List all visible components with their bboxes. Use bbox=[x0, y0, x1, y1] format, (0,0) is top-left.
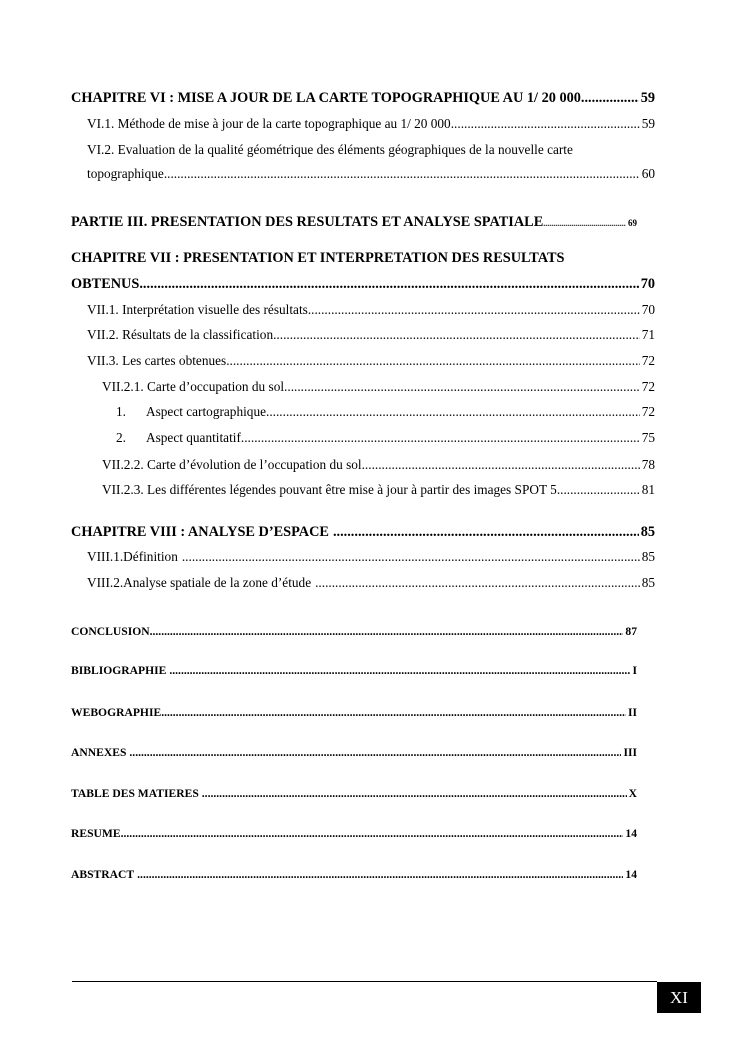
toc-page: 72 bbox=[641, 353, 655, 368]
toc-label: VI.1. Méthode de mise à jour de la carte topographique au 1/ 20 000 bbox=[87, 116, 451, 131]
toc-label: CHAPITRE VI : MISE A JOUR DE LA CARTE TOPOGRAPHIQUE AU 1/ 20 000 bbox=[71, 90, 581, 106]
toc-page: 69 bbox=[628, 218, 637, 228]
dot-leader bbox=[315, 573, 640, 593]
dot-leader bbox=[333, 522, 639, 542]
toc-label: Aspect quantitatif bbox=[146, 430, 241, 445]
toc-page: 85 bbox=[641, 549, 655, 564]
dot-leader bbox=[362, 455, 640, 475]
toc-label: VII.2.1. Carte d’occupation du sol bbox=[102, 379, 285, 394]
dot-leader bbox=[451, 114, 640, 134]
toc-entry-item-2[interactable] bbox=[116, 428, 655, 448]
toc-entry-vii21[interactable] bbox=[102, 377, 655, 397]
toc-number: 1. bbox=[116, 404, 126, 419]
toc-page: 14 bbox=[625, 827, 637, 840]
toc-label: VII.1. Interprétation visuelle des résultats bbox=[87, 302, 308, 317]
toc-label: VII.3. Les cartes obtenues bbox=[87, 353, 227, 368]
toc-entry-viii1[interactable] bbox=[87, 547, 655, 567]
toc-label: RESUME bbox=[71, 827, 121, 840]
dot-leader bbox=[557, 480, 640, 500]
toc-entry-chapter-8[interactable] bbox=[71, 522, 655, 542]
toc-page: 14 bbox=[625, 868, 637, 881]
toc-entry-chapter-7-line1[interactable]: CHAPITRE VII : PRESENTATION ET INTERPRETATION DES RESULTATS bbox=[71, 250, 565, 266]
toc-label: VII.2.2. Carte d’évolution de l’occupation du sol bbox=[102, 457, 362, 472]
dot-leader bbox=[139, 274, 638, 294]
toc-entry-annexes[interactable] bbox=[71, 743, 637, 763]
dot-leader bbox=[284, 377, 640, 397]
toc-entry-viii2[interactable] bbox=[87, 573, 655, 593]
toc-page: 78 bbox=[641, 457, 655, 472]
dot-leader bbox=[202, 784, 627, 804]
toc-entry-vii23[interactable] bbox=[102, 480, 655, 500]
dot-leader bbox=[182, 547, 640, 567]
toc-page: 75 bbox=[641, 430, 655, 445]
toc-number: 2. bbox=[116, 430, 126, 445]
dot-leader bbox=[266, 402, 640, 422]
page-number: XI bbox=[657, 982, 701, 1013]
toc-entry-table-des-matieres[interactable] bbox=[71, 784, 637, 804]
toc-entry-vi2[interactable] bbox=[87, 164, 655, 184]
toc-entry-chapter-6[interactable] bbox=[71, 88, 655, 108]
toc-entry-vi1[interactable] bbox=[87, 114, 655, 134]
dot-leader bbox=[169, 661, 630, 681]
toc-label: OBTENUS bbox=[71, 276, 140, 292]
dot-leader bbox=[164, 164, 640, 184]
toc-page: 71 bbox=[641, 327, 655, 342]
toc-entry-webographie[interactable] bbox=[71, 703, 637, 723]
footer-rule bbox=[72, 981, 657, 982]
toc-entry-abstract[interactable] bbox=[71, 865, 637, 885]
toc-page: I bbox=[632, 664, 637, 677]
toc-page: 85 bbox=[641, 575, 655, 590]
dot-leader bbox=[226, 351, 640, 371]
toc-page: 72 bbox=[641, 404, 655, 419]
toc-label: ANNEXES bbox=[71, 746, 127, 759]
toc-entry-chapter-7[interactable] bbox=[71, 274, 655, 294]
toc-entry-conclusion[interactable] bbox=[71, 622, 637, 642]
toc-page: 60 bbox=[641, 166, 655, 181]
toc-entry-vii22[interactable] bbox=[102, 455, 655, 475]
toc-label: CONCLUSION bbox=[71, 625, 150, 638]
dot-leader bbox=[121, 824, 624, 844]
dot-leader bbox=[308, 300, 640, 320]
toc-page: 85 bbox=[640, 524, 655, 540]
toc-entry-part-3[interactable] bbox=[71, 212, 637, 232]
toc-page: II bbox=[627, 706, 637, 719]
toc-label: VIII.1.Définition bbox=[87, 549, 178, 564]
toc-label: ABSTRACT bbox=[71, 868, 135, 881]
dot-leader bbox=[129, 743, 621, 763]
toc-entry-vii3[interactable] bbox=[87, 351, 655, 371]
toc-label: topographique bbox=[87, 166, 164, 181]
dot-leader bbox=[137, 865, 623, 885]
toc-entry-item-1[interactable] bbox=[116, 402, 655, 422]
toc-label: VII.2. Résultats de la classification bbox=[87, 327, 274, 342]
toc-entry-vii2[interactable] bbox=[87, 325, 655, 345]
dot-leader bbox=[543, 212, 626, 234]
toc-entry-bibliographie[interactable] bbox=[71, 661, 637, 681]
toc-label: BIBLIOGRAPHIE bbox=[71, 664, 167, 677]
dot-leader bbox=[581, 88, 639, 108]
toc-page: 59 bbox=[640, 90, 655, 106]
toc-label: WEBOGRAPHIE bbox=[71, 706, 162, 719]
dot-leader bbox=[273, 325, 640, 345]
toc-page: 59 bbox=[641, 116, 655, 131]
toc-label: CHAPITRE VIII : ANALYSE D’ESPACE bbox=[71, 524, 329, 540]
toc-page: 81 bbox=[641, 482, 655, 497]
toc-page: 70 bbox=[641, 302, 655, 317]
toc-label: VII.2.3. Les différentes légendes pouvant être mise à jour à partir des images SPOT 5 bbox=[102, 482, 557, 497]
toc-entry-vi2-line1[interactable]: VI.2. Evaluation de la qualité géométrique des éléments géographiques de la nouvelle carte bbox=[87, 142, 573, 157]
toc-label: VIII.2.Analyse spatiale de la zone d’étude bbox=[87, 575, 312, 590]
toc-page: 87 bbox=[625, 625, 637, 638]
toc-label: Aspect cartographique bbox=[146, 404, 266, 419]
toc-entry-resume[interactable] bbox=[71, 824, 637, 844]
dot-leader bbox=[161, 703, 626, 723]
toc-page: X bbox=[628, 787, 637, 800]
toc-entry-vii1[interactable] bbox=[87, 300, 655, 320]
toc-label: PARTIE III. PRESENTATION DES RESULTATS ET ANALYSE SPATIALE bbox=[71, 214, 544, 230]
toc-page: 72 bbox=[641, 379, 655, 394]
dot-leader bbox=[241, 428, 640, 448]
toc-label: TABLE DES MATIERES bbox=[71, 787, 199, 800]
toc-page: 70 bbox=[640, 276, 655, 292]
dot-leader bbox=[150, 622, 624, 642]
toc-page: III bbox=[623, 746, 637, 759]
